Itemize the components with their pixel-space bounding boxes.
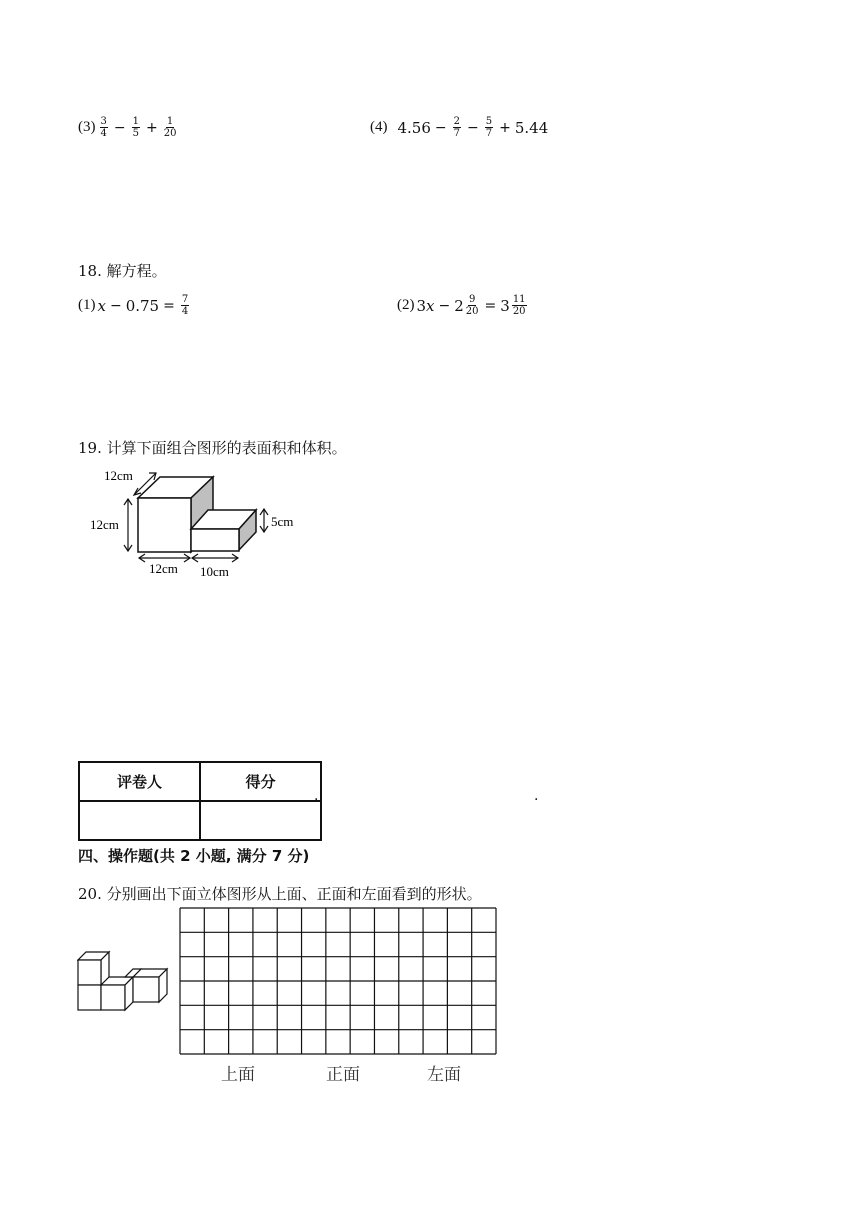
number: 5.44	[514, 118, 549, 137]
view-label-left: 左面	[427, 1065, 461, 1085]
combined-prism-figure	[80, 462, 320, 582]
variable: x	[97, 296, 106, 315]
q18-part2	[397, 294, 529, 317]
operator: +	[499, 119, 511, 136]
operator: −	[438, 297, 451, 314]
q20-title: 20. 分别画出下面立体图形从上面、正面和左面看到的形状。	[78, 885, 482, 903]
height-label: 12cm	[90, 517, 119, 532]
part-label: (1)	[78, 297, 96, 313]
part-label: (2)	[397, 297, 415, 313]
number: 4.56	[397, 118, 431, 137]
section-heading: 四、操作题(共 2 小题, 满分 7 分)	[78, 847, 310, 865]
big-cube-front-face	[138, 498, 191, 552]
fraction: $\frac{7}{4}$	[181, 294, 189, 317]
view-label-front: 正面	[326, 1065, 360, 1085]
part-label: (4)	[370, 119, 388, 135]
dot-mark: .	[534, 788, 539, 804]
fraction: $\frac{2}{7}$	[453, 116, 461, 139]
q18-part1	[78, 294, 191, 317]
equals-sign: =	[163, 297, 175, 314]
mixed-number: 3 $\frac{11}{20}$	[500, 294, 526, 317]
depth-label: 12cm	[104, 468, 133, 483]
operator: −	[467, 119, 479, 136]
small-height-label: 5cm	[271, 514, 294, 529]
fraction: $\frac{3}{4}$	[100, 116, 107, 139]
mixed-number: 2 $\frac{9}{20}$	[454, 294, 479, 317]
q17-part4	[370, 116, 548, 139]
score-header: 得分	[200, 762, 321, 801]
view-label-top: 上面	[221, 1065, 255, 1085]
q19-title: 19. 计算下面组合图形的表面积和体积。	[78, 439, 347, 457]
operator: −	[113, 119, 126, 136]
small-prism-front-face	[191, 529, 239, 551]
cube-front	[78, 985, 101, 1010]
drawing-grid[interactable]	[179, 907, 499, 1057]
number: 0.75	[125, 296, 160, 315]
q18-title: 18. 解方程。	[78, 262, 167, 280]
q17-part3	[78, 116, 178, 139]
part-label: (3)	[78, 119, 96, 135]
fraction: $\frac{5}{7}$	[485, 116, 493, 139]
coefficient: 3	[416, 296, 427, 315]
reviewer-header: 评卷人	[79, 762, 200, 801]
score-cell[interactable]	[200, 801, 321, 840]
operator: −	[109, 297, 122, 314]
variable: x	[426, 296, 435, 315]
equals-sign: =	[484, 297, 497, 314]
width2-label: 10cm	[200, 564, 229, 579]
operator: −	[434, 119, 447, 136]
reviewer-cell[interactable]	[79, 801, 200, 840]
score-table	[78, 761, 322, 841]
fraction: $\frac{1}{20}$	[163, 116, 177, 139]
cube-front	[101, 985, 125, 1010]
width1-label: 12cm	[149, 561, 178, 576]
cube-front	[133, 977, 159, 1002]
cube-front	[78, 960, 101, 985]
fraction: $\frac{1}{5}$	[132, 116, 139, 139]
operator: +	[145, 119, 158, 136]
cube-stack-figure	[77, 950, 173, 1012]
dot-mark: .	[314, 788, 319, 804]
